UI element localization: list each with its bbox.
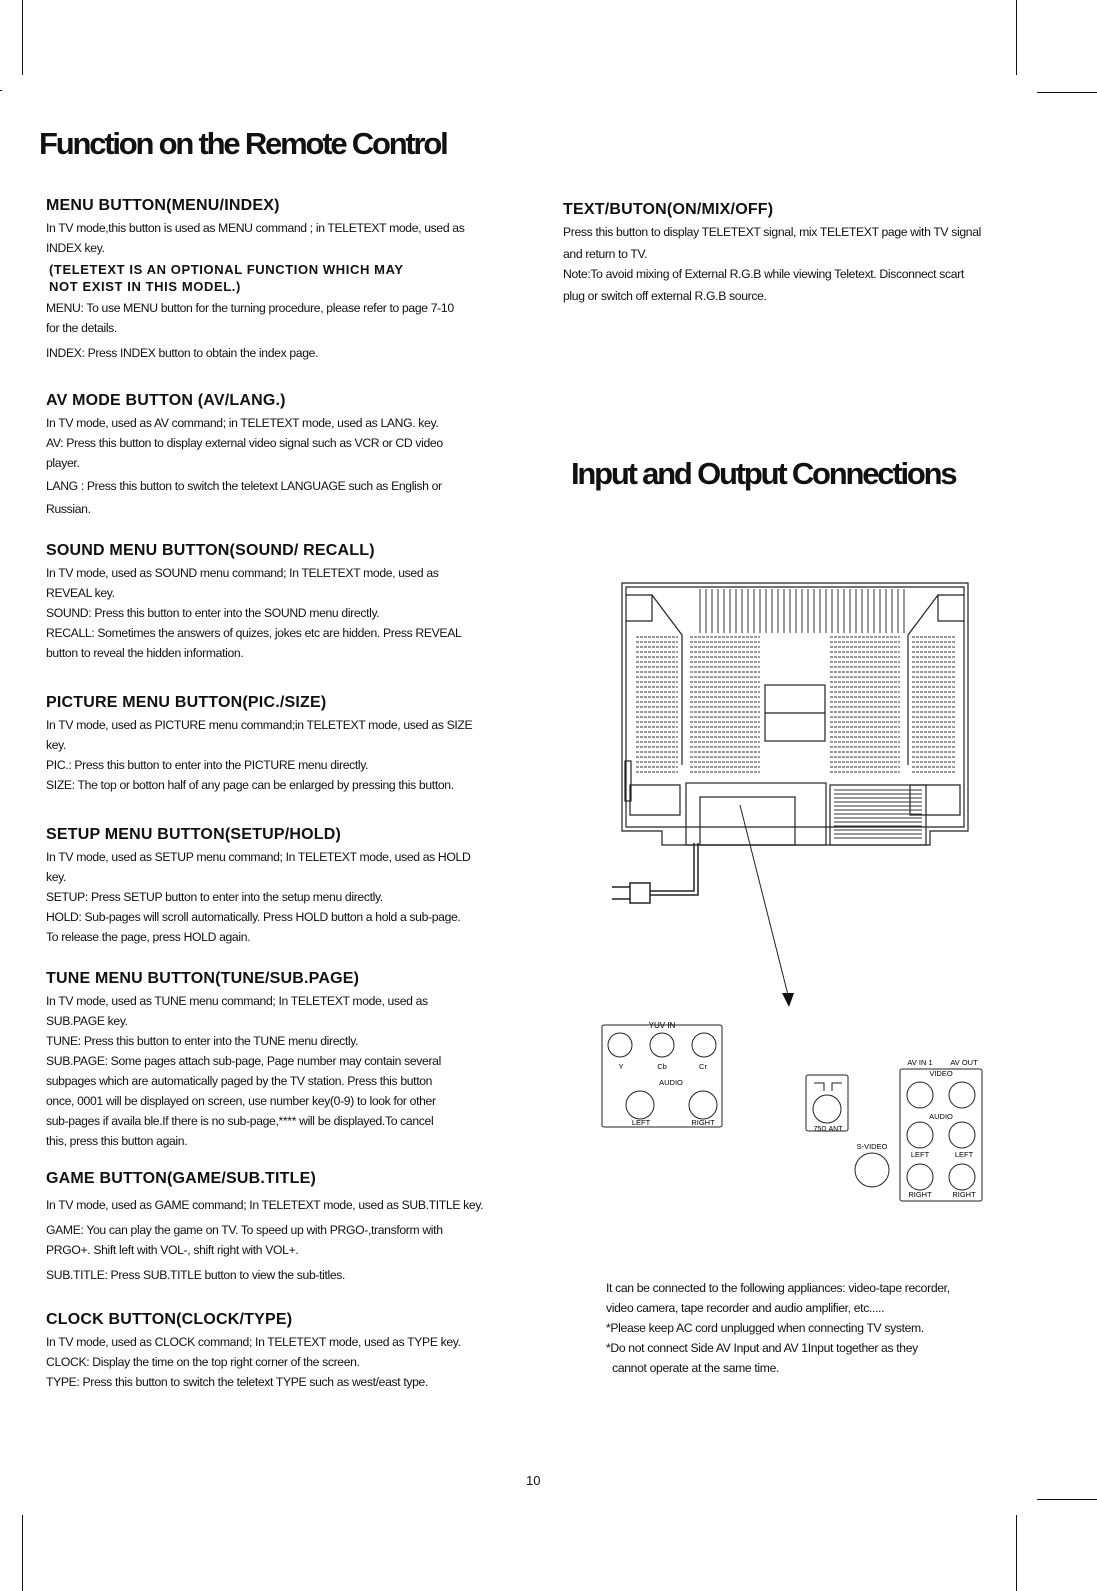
cb-jack	[650, 1033, 674, 1057]
av-in-video-jack	[907, 1082, 933, 1108]
body-line: To release the page, press HOLD again.	[46, 930, 251, 944]
section-heading: CLOCK BUTTON(CLOCK/TYPE)	[46, 1311, 293, 1328]
section-heading: MENU BUTTON(MENU/INDEX)	[46, 197, 280, 214]
body-line: sub-pages if availa ble.If there is no sub-page,**** will be displayed.To cancel	[46, 1114, 434, 1128]
body-line: *Do not connect Side AV Input and AV 1Input together as they	[606, 1341, 918, 1355]
body-line: PRGO+. Shift left with VOL-, shift right with VOL+.	[46, 1243, 299, 1257]
body-line: It can be connected to the following appliances: video-tape recorder,	[606, 1281, 950, 1295]
tv-rear-diagram	[560, 575, 1020, 1225]
page-title: Function on the Remote Control	[39, 126, 447, 161]
antenna-jack	[806, 1075, 848, 1131]
section-heading: TEXT/BUTON(ON/MIX/OFF)	[563, 201, 774, 218]
section-game	[46, 1170, 483, 1286]
audio-right-jack	[689, 1091, 717, 1119]
body-line: LANG : Press this button to switch the teletext LANGUAGE such as English or	[46, 479, 442, 493]
av-out-label: AV OUT	[950, 1058, 978, 1067]
power-cord	[612, 843, 698, 903]
left-label: LEFT	[631, 1118, 651, 1127]
crop-mark	[22, 0, 23, 75]
body-line: cannot operate at the same time.	[606, 1361, 780, 1375]
section-sound	[46, 542, 461, 664]
body-line: SUB.PAGE key.	[46, 1014, 128, 1028]
svideo-label: S-VIDEO	[856, 1142, 888, 1151]
body-line: In TV mode,this button is used as MENU command ; in TELETEXT mode, used as	[46, 221, 465, 235]
body-line: for the details.	[46, 321, 117, 335]
body-line: SOUND: Press this button to enter into the SOUND menu directly.	[46, 606, 380, 620]
corner-right	[938, 595, 964, 621]
section-heading: PICTURE MENU BUTTON(PIC./SIZE)	[46, 694, 327, 711]
y-jack	[608, 1033, 632, 1057]
audio-in-left-jack	[907, 1122, 933, 1148]
audio-label: AUDIO	[659, 1078, 683, 1087]
body-line: Note:To avoid mixing of External R.G.B while viewing Teletext. Disconnect scart	[563, 267, 964, 281]
body-line: REVEAL key.	[46, 586, 115, 600]
corner-left	[626, 595, 652, 621]
body-line: GAME: You can play the game on TV. To speed up with PRGO-,transform with	[46, 1223, 443, 1237]
body-line: HOLD: Sub-pages will scroll automatically. Press HOLD button a hold a sub-page.	[46, 910, 461, 924]
note-line: (TELETEXT IS AN OPTIONAL FUNCTION WHICH MAY	[49, 262, 404, 277]
body-line: TYPE: Press this button to switch the teletext TYPE such as west/east type.	[46, 1375, 428, 1389]
right3-label: RIGHT	[952, 1190, 976, 1199]
section-heading: SOUND MENU BUTTON(SOUND/ RECALL)	[46, 542, 375, 559]
crop-mark	[1037, 1499, 1097, 1500]
av-panel	[900, 1069, 982, 1201]
audio-in-right-jack	[907, 1164, 933, 1190]
audio-left-jack	[626, 1091, 654, 1119]
body-line: In TV mode, used as CLOCK command; In TELETEXT mode, used as TYPE key.	[46, 1335, 461, 1349]
section-clock	[46, 1311, 461, 1393]
terminal-panel	[700, 797, 795, 845]
body-line: In TV mode, used as SOUND menu command; In TELETEXT mode, used as	[46, 566, 439, 580]
right-column	[563, 201, 1023, 307]
body-line: AV: Press this button to display external video signal such as VCR or CD video	[46, 436, 443, 450]
body-line: TUNE: Press this button to enter into the TUNE menu directly.	[46, 1034, 359, 1048]
audio-out-left-jack	[949, 1122, 975, 1148]
left3-label: LEFT	[954, 1150, 974, 1159]
section-text	[563, 201, 1023, 306]
av-in-label: AV IN 1	[907, 1058, 933, 1067]
body-line: plug or switch off external R.G.B source.	[563, 289, 767, 303]
av-out-video-jack	[949, 1082, 975, 1108]
body-line: In TV mode, used as GAME command; In TELETEXT mode, used as SUB.TITLE key.	[46, 1198, 484, 1212]
yuv-panel	[602, 1025, 722, 1127]
section-heading: TUNE MENU BUTTON(TUNE/SUB.PAGE)	[46, 970, 360, 987]
lower-housing	[686, 783, 826, 845]
pointer-arrowhead	[782, 993, 794, 1007]
body-line: SUB.TITLE: Press SUB.TITLE button to view the sub-titles.	[46, 1268, 346, 1282]
edge-left	[652, 595, 682, 765]
body-line: SIZE: The top or botton half of any page can be enlarged by pressing this button.	[46, 778, 454, 792]
right-label: RIGHT	[691, 1118, 715, 1127]
body-line: button to reveal the hidden information.	[46, 646, 244, 660]
connections-notes	[606, 1279, 1026, 1379]
body-line: once, 0001 will be displayed on screen, use number key(0-9) to look for other	[46, 1094, 436, 1108]
body-line: In TV mode, used as TUNE menu command; In TELETEXT mode, used as	[46, 994, 428, 1008]
section-heading: SETUP MENU BUTTON(SETUP/HOLD)	[46, 826, 341, 843]
section-av	[46, 392, 443, 520]
body-line: In TV mode, used as AV command; in TELETEXT mode, used as LANG. key.	[46, 416, 439, 430]
body-line: MENU: To use MENU button for the turning procedure, please refer to page 7-10	[46, 301, 454, 315]
video-label: VIDEO	[929, 1069, 953, 1078]
body-line: and return to TV.	[563, 247, 648, 261]
body-line: CLOCK: Display the time on the top right corner of the screen.	[46, 1355, 360, 1369]
cr-jack	[692, 1033, 716, 1057]
pointer-line	[740, 805, 788, 995]
page-number: 10	[526, 1473, 541, 1488]
body-line: video camera, tape recorder and audio amplifier, etc.....	[606, 1301, 885, 1315]
crop-mark	[1016, 0, 1017, 75]
audio2-label: AUDIO	[929, 1112, 953, 1121]
yuv-label: YUV IN	[648, 1021, 676, 1030]
crop-mark	[0, 90, 2, 91]
body-line: Russian.	[46, 502, 91, 516]
left2-label: LEFT	[910, 1150, 930, 1159]
section-menu	[46, 197, 464, 364]
body-line: key.	[46, 870, 67, 884]
body-line: key.	[46, 738, 67, 752]
ant-label: 75Ω ANT	[813, 1126, 843, 1133]
body-line: SUB.PAGE: Some pages attach sub-page, Page number may contain several	[46, 1054, 441, 1068]
body-line: RECALL: Sometimes the answers of quizes, jokes etc are hidden. Press REVEAL	[46, 626, 462, 640]
cb-label: Cb	[657, 1062, 667, 1071]
body-line: *Please keep AC cord unplugged when connecting TV system.	[606, 1321, 924, 1335]
body-line: SETUP: Press SETUP button to enter into the setup menu directly.	[46, 890, 383, 904]
s-video-jack	[855, 1153, 889, 1187]
audio-out-right-jack	[949, 1164, 975, 1190]
body-line: PIC.: Press this button to enter into the PICTURE menu directly.	[46, 758, 369, 772]
crop-mark	[22, 1515, 23, 1591]
crop-mark	[1016, 1515, 1017, 1591]
note-line: NOT EXIST IN THIS MODEL.)	[49, 279, 241, 294]
section-setup	[46, 826, 470, 948]
crop-mark	[1037, 92, 1097, 93]
edge-right	[908, 595, 938, 765]
body-line: INDEX key.	[46, 241, 105, 255]
body-line: INDEX: Press INDEX button to obtain the index page.	[46, 346, 319, 360]
section-heading: AV MODE BUTTON (AV/LANG.)	[46, 392, 286, 409]
body-line: subpages which are automatically paged by the TV station. Press this button	[46, 1074, 433, 1088]
body-line: In TV mode, used as SETUP menu command; In TELETEXT mode, used as HOLD	[46, 850, 471, 864]
body-line: player.	[46, 456, 80, 470]
body-line: this, press this button again.	[46, 1134, 188, 1148]
cr-label: Cr	[699, 1062, 707, 1071]
body-line: In TV mode, used as PICTURE menu command;in TELETEXT mode, used as SIZE	[46, 718, 473, 732]
y-label: Y	[618, 1062, 624, 1071]
section-heading: GAME BUTTON(GAME/SUB.TITLE)	[46, 1170, 316, 1187]
section-picture	[46, 694, 472, 796]
section-tune	[46, 970, 441, 1152]
body-line: Press this button to display TELETEXT signal, mix TELETEXT page with TV signal	[563, 225, 981, 239]
connections-title: Input and Output Connections	[571, 456, 956, 491]
right2-label: RIGHT	[908, 1190, 932, 1199]
